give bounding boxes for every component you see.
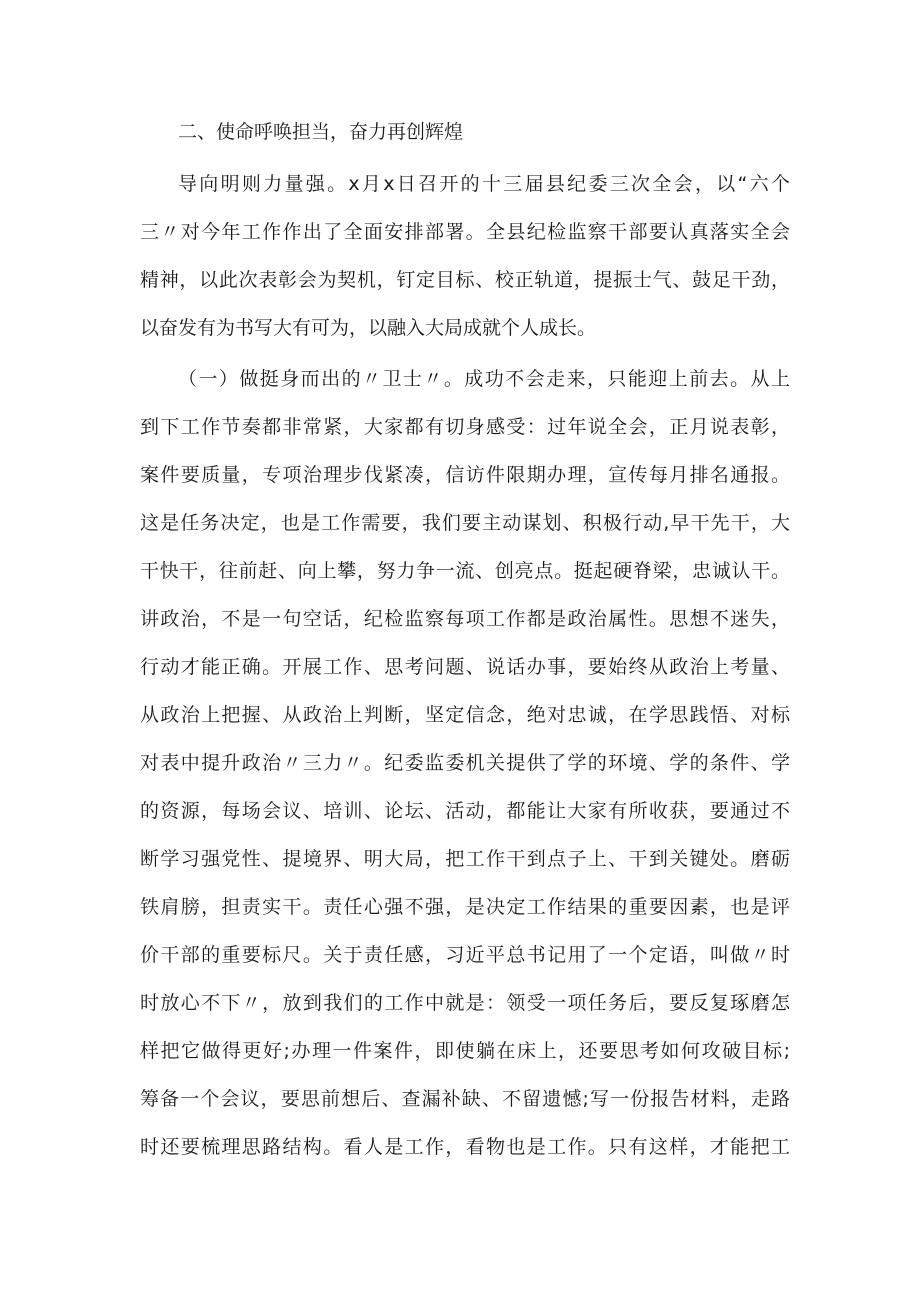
paragraph-line: 从政治上把握、从政治上判断，坚定信念，绝对忠诚，在学思践悟、对标 [140, 704, 790, 726]
paragraph-line: 案件要质量，专项治理步伐紧凑，信访件限期办理，宣传每月排名通报。 [140, 464, 790, 486]
paragraph-line: 到下工作节奏都非常紧，大家都有切身感受：过年说全会，正月说表彰， [140, 416, 790, 438]
paragraph-line: 这是任务决定，也是工作需要，我们要主动谋划、积极行动,早干先干，大 [140, 512, 790, 534]
paragraph-line: 筹备一个会议，要思前想后、查漏补缺、不留遗憾;写一份报告材料，走路 [140, 1088, 790, 1110]
paragraph-line: 铁肩膀，担责实干。责任心强不强，是决定工作结果的重要因素，也是评 [140, 896, 790, 918]
paragraph-line: 讲政治，不是一句空话，纪检监察每项工作都是政治属性。思想不迷失， [140, 608, 790, 630]
paragraph-line: 时放心不下〃，放到我们的工作中就是：领受一项任务后，要反复琢磨怎 [140, 992, 790, 1014]
paragraph-line: 以奋发有为书写大有可为，以融入大局成就个人成长。 [140, 317, 597, 339]
paragraph-line: （一）做挺身而出的〃卫士〃。成功不会走来，只能迎上前去。从上 [178, 368, 790, 390]
paragraph-line: 三〃对今年工作作出了全面安排部署。全县纪检监察干部要认真落实全会 [140, 221, 790, 243]
paragraph-line: 价干部的重要标尺。关于责任感，习近平总书记用了一个定语，叫做〃时 [140, 944, 790, 966]
paragraph-line: 精神，以此次表彰会为契机，钉定目标、校正轨道，提振士气、鼓足干劲， [140, 269, 790, 291]
paragraph-line: 行动才能正确。开展工作、思考问题、说话办事，要始终从政治上考量、 [140, 656, 790, 678]
paragraph-line: 时还要梳理思路结构。看人是工作，看物也是工作。只有这样，才能把工 [140, 1136, 790, 1158]
paragraph-line: 的资源，每场会议、培训、论坛、活动，都能让大家有所收获，要通过不 [140, 800, 790, 822]
paragraph-line: 导向明则力量强。x月x日召开的十三届县纪委三次全会，以“六个 [178, 173, 790, 195]
paragraph-line: 样把它做得更好;办理一件案件，即使躺在床上，还要思考如何攻破目标; [140, 1040, 790, 1062]
paragraph-line: 断学习强党性、提境界、明大局，把工作干到点子上、干到关键处。磨砺 [140, 848, 790, 870]
paragraph-line: 干快干，往前赶、向上攀，努力争一流、创亮点。挺起硬脊梁，忠诚认干。 [140, 560, 790, 582]
paragraph-line: 对表中提升政治〃三力〃。纪委监委机关提供了学的环境、学的条件、学 [140, 752, 790, 774]
section-heading: 二、使命呼唤担当，奋力再创辉煌 [178, 121, 464, 143]
